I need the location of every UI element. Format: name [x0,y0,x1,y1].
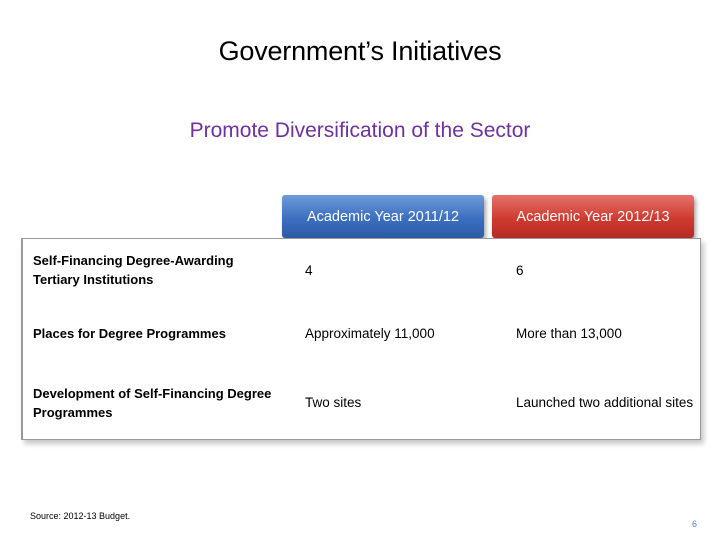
table-row [23,366,700,439]
cell-2011-12: 4 [305,262,313,278]
slide-subtitle: Promote Diversification of the Sector [189,119,531,142]
slide-title: Government’s Initiatives [218,36,502,66]
page-number: 6 [692,519,698,529]
comparison-table [21,238,701,440]
row-label: Development of Self-Financing Degree Programmes [33,385,272,420]
source-note: Source: 2012-13 Budget. [30,511,131,521]
header-academic-year-2011-12: Academic Year 2011/12 [282,195,484,238]
cell-2012-13: Launched two additional sites [516,395,694,410]
cell-2011-12: Approximately 11,000 [305,326,435,341]
row-label: Places for Degree Programmes [33,326,226,341]
header-academic-year-2012-13: Academic Year 2012/13 [492,195,694,238]
table-row [23,239,700,301]
cell-2012-13: More than 13,000 [516,326,622,341]
row-label: Self-Financing Degree-Awarding Tertiary Institutions [33,253,234,287]
cell-2011-12: Two sites [305,395,362,410]
cell-2012-13: 6 [516,262,524,278]
table-row [23,301,700,366]
